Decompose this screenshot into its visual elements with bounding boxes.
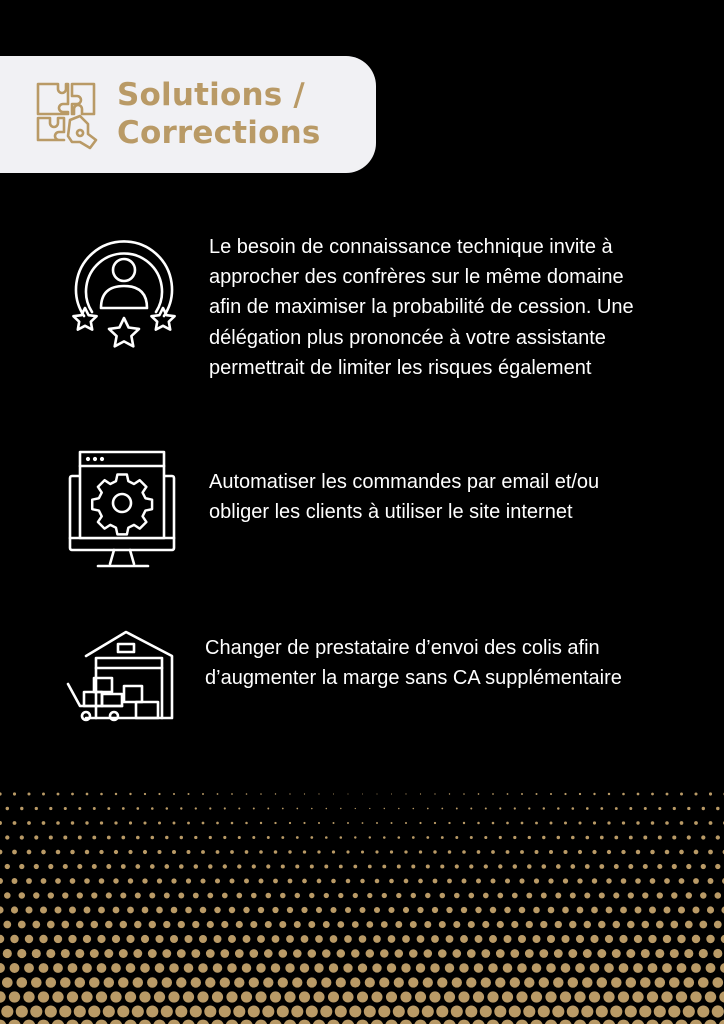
item-text-3: Changer de prestataire d’envoi des colis afin d’augmenter la marge sans CA supplémentaire [205, 637, 622, 690]
item-text-2: Automatiser les commandes par email et/ou obliger les clients à utiliser le site internet [209, 471, 600, 524]
person-stars-icon [68, 238, 180, 352]
item-text-1: Le besoin de connaissance technique invite à approcher des confrères sur le même domaine afin de maximiser la probabilité de cession. Une délégation plus prononcée à votre assistante permettrait de limiter les risques également [209, 236, 634, 379]
page-title: Solutions / Corrections [117, 77, 321, 151]
puzzle-hand-icon [34, 80, 104, 150]
warehouse-cart-icon [66, 628, 176, 724]
header-card [0, 56, 376, 173]
halftone-dots [0, 790, 724, 1024]
monitor-gear-icon [68, 450, 178, 574]
